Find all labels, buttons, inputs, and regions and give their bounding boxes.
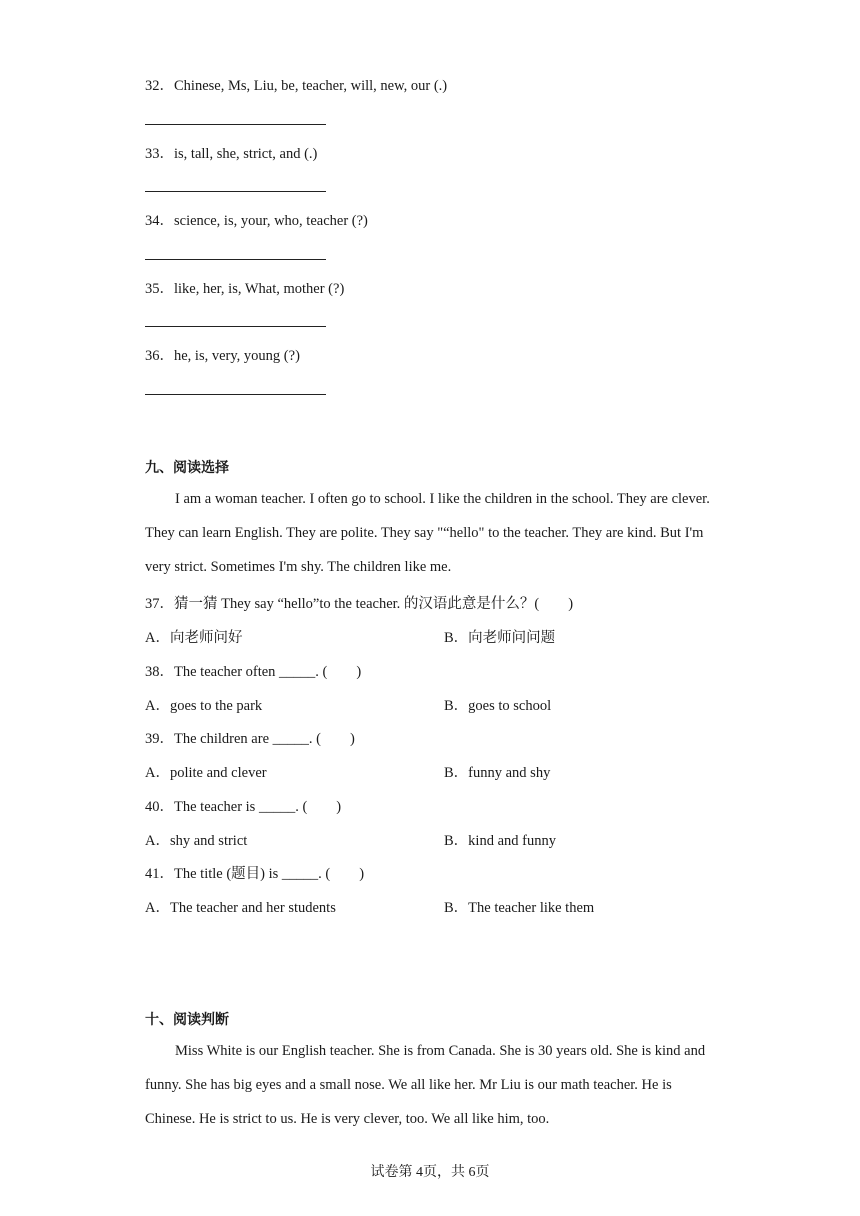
question-41: 41．The title (题目) is _____. ( ) [145,866,365,882]
question-37: 37．猜一猜 They say “hello”to the teacher. 的汉语此意是什么？( ) [145,596,574,612]
option-38-a[interactable]: A．goes to the park [145,698,263,714]
option-40-b[interactable]: B．kind and funny [444,833,556,849]
question-33: 33．is, tall, she, strict, and (.) [145,146,318,162]
section-9-passage [145,482,715,584]
answer-line-34[interactable] [145,259,326,260]
option-41-a[interactable]: A．The teacher and her students [145,900,336,916]
option-37-a[interactable]: A．向老师问好 [145,630,243,646]
question-39: 39．The children are _____. ( ) [145,731,355,747]
question-34: 34．science, is, your, who, teacher (?) [145,213,368,229]
answer-line-35[interactable] [145,326,326,327]
answer-line-36[interactable] [145,394,326,395]
option-37-b[interactable]: B．向老师问问题 [444,630,556,646]
option-39-b[interactable]: B．funny and shy [444,765,551,781]
section-10-passage-text: Miss White is our English teacher. She is from Canada. She is 30 years old. She is kind and funny. She has big eyes and a small nose. We all like her. Mr Liu is our math teacher. He is Chinese. He is strict to us. He is very clever, too. We all like him, too. [145,1043,706,1127]
question-40: 40．The teacher is _____. ( ) [145,799,342,815]
question-38: 38．The teacher often _____. ( ) [145,664,362,680]
question-36: 36．he, is, very, young (?) [145,348,300,364]
answer-line-33[interactable] [145,191,326,192]
question-32: 32．Chinese, Ms, Liu, be, teacher, will, new, our (.) [145,78,448,94]
answer-line-32[interactable] [145,124,326,125]
question-35: 35．like, her, is, What, mother (?) [145,281,345,297]
option-40-a[interactable]: A．shy and strict [145,833,248,849]
option-38-b[interactable]: B．goes to school [444,698,552,714]
section-10-heading: 十、阅读判断 [145,1012,229,1028]
page-footer: 试卷第 4页，共 6页 [370,1165,490,1180]
section-10-passage [145,1034,715,1136]
option-41-b[interactable]: B．The teacher like them [444,900,595,916]
option-39-a[interactable]: A．polite and clever [145,765,267,781]
section-9-passage-text: I am a woman teacher. I often go to school. I like the children in the school. They are clever. They can learn English. They are polite. They say "“hello" to the teacher. They are kind. But I'm very strict. Sometimes I'm shy. The children like me. [145,491,710,575]
section-9-heading: 九、阅读选择 [145,460,229,476]
